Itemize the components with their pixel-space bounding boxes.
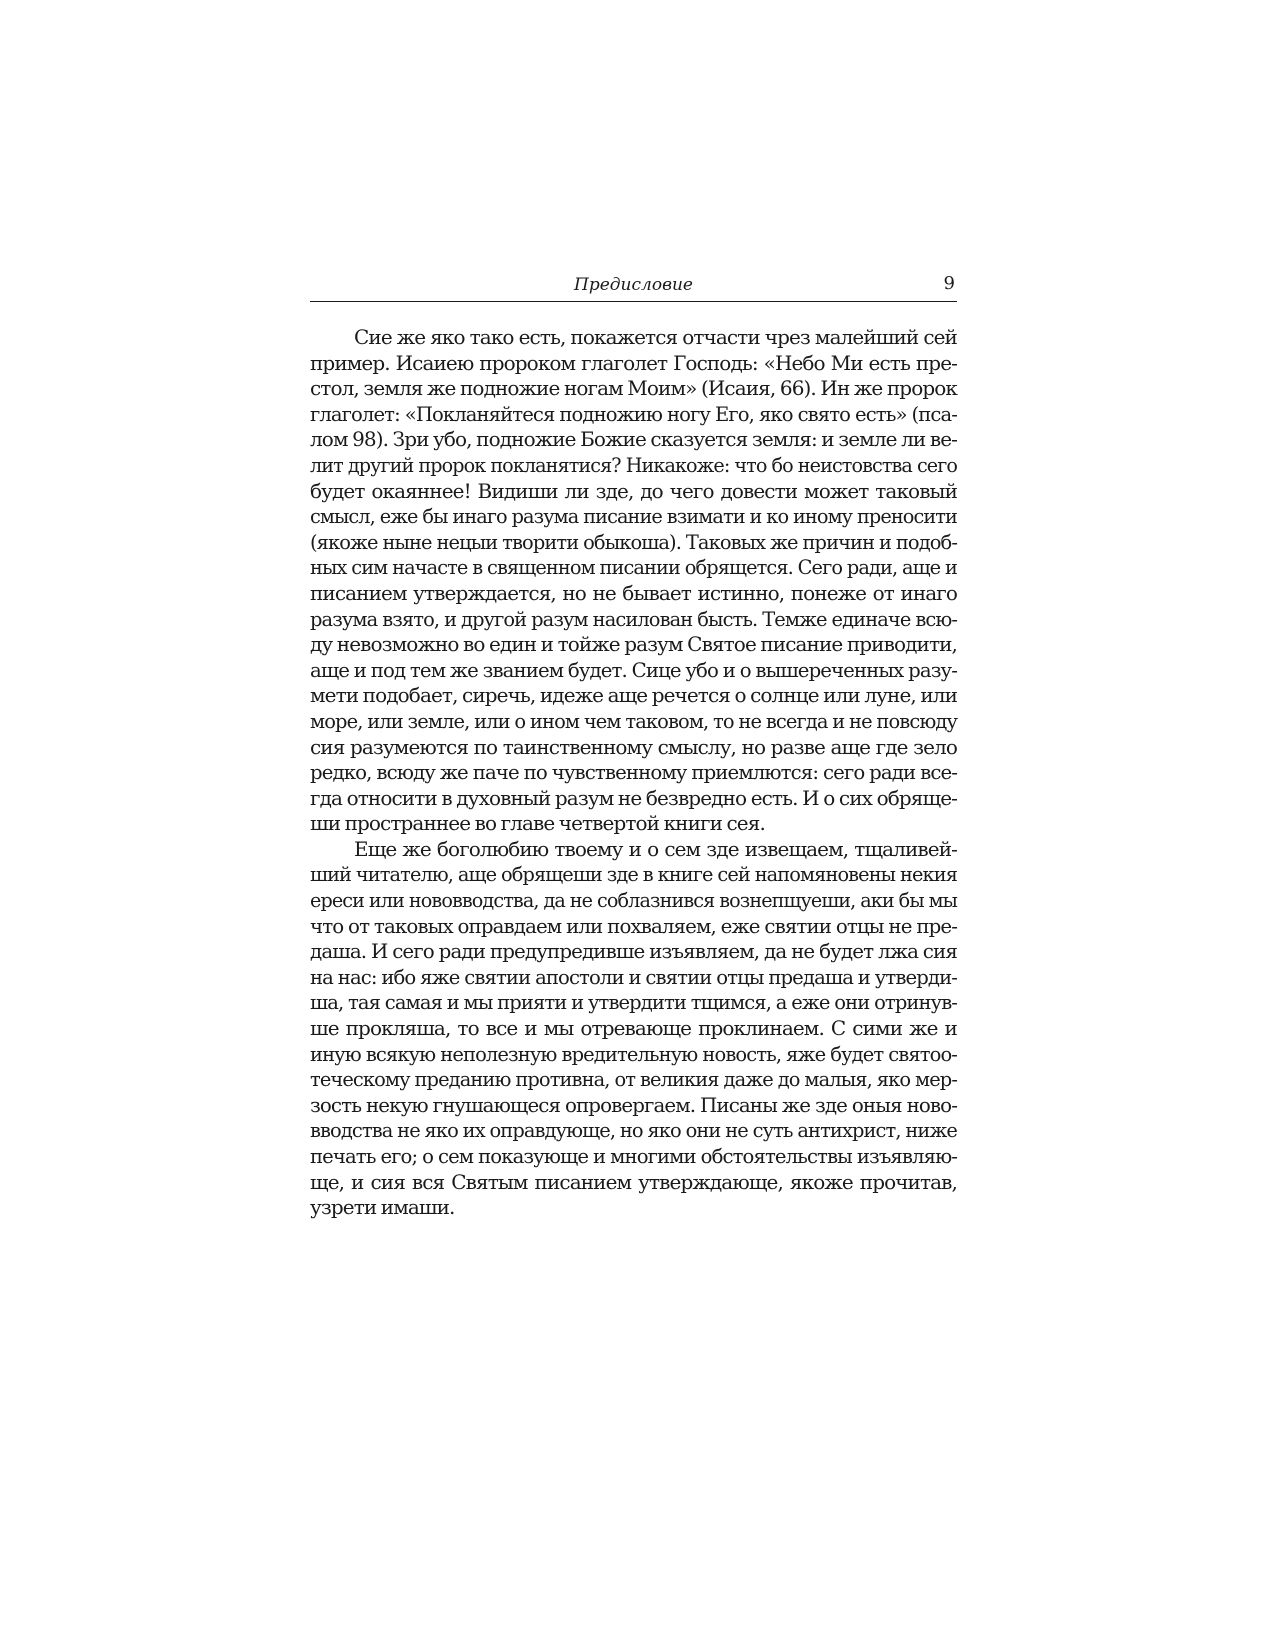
text-line: глаголет: «Покланяйтеся подножию ногу Его, яко свято есть» (пса- [310,402,957,426]
text-line: ше прокляша, то все и мы отревающе проклинаем. С сими же и [310,1016,957,1041]
text-line: ший читателю, аще обрящеши зде в книге сей напомяновены некия [310,863,957,887]
text-line: разума взято, и другой разум насилован бысть. Темже единаче всю- [310,607,957,631]
text-line: море, или земле, или о ином чем таковом, то не всегда и не повсюду [310,709,957,733]
text-line: пример. Исаиею пророком глаголет Господь: «Небо Ми есть пре- [310,350,957,375]
text-line: на нас: ибо яже святии апостоли и святии отцы предаша и утверди- [310,965,957,989]
text-line: зость некую гнушающеся опровергаем. Писаны же зде оныя ново- [310,1093,957,1117]
text-line: (якоже ныне нецыи творити обыкоша). Таковых же причин и подоб- [310,530,957,554]
text-line: лом 98). Зри убо, подножие Божие сказуется земля: и земле ли ве- [310,427,957,452]
text-line: Сие же яко тако есть, покажется отчасти чрез малейший сей [354,325,957,349]
text-line: мети подобает, сиречь, идеже аще речется о солнце или луне, или [310,683,957,708]
text-line: писанием утверждается, но не бывает истинно, понеже от инаго [310,580,957,605]
text-line: гда относити в духовный разум не безвредно есть. И о сих обряще- [310,785,957,810]
text-line: ереси или нововводства, да не соблазнився вознепщуеши, аки бы мы [310,889,957,913]
running-title: Предисловие [574,275,693,295]
page-number: 9 [943,273,955,294]
text-line: ду невозможно во един и тойже разум Святое писание приводити, [310,632,957,657]
text-line: иную всякую неполезную вредительную новость, яже будет святоо- [310,1042,957,1066]
text-line: печать его; о сем показующе и многими обстоятельствы изъявляю- [310,1145,957,1168]
text-line: стол, земля же подножие ногам Моим» (Исаия, 66). Ин же пророк [310,376,957,401]
text-line: узрети имаши. [310,1195,455,1220]
text-line: вводства не яко их оправдующе, но яко они не суть антихрист, ниже [310,1119,957,1143]
text-line: теческому преданию противна, от великия даже до малыя, яко мер- [310,1068,957,1092]
body-text [310,325,957,1221]
text-line: Еще же боголюбию твоему и о сем зде извещаем, тщаливей- [354,836,957,861]
text-line: сия разумеются по таинственному смыслу, но разве аще где зело [310,734,957,759]
text-line: смысл, еже бы инаго разума писание взимати и ко иному преносити [310,505,957,529]
text-line: ще, и сия вся Святым писанием утверждающе, якоже прочитав, [310,1169,957,1194]
text-line: редко, всюду же паче по чувственному приемлются: сего ради все- [310,761,957,785]
text-line: ных сим начасте в священном писании обрящется. Сего ради, аще и [310,556,957,580]
text-line: что от таковых оправдаем или похваляем, еже святии отцы не пре- [310,914,957,938]
text-line: даша. И сего ради предупредивше изъявляем, да не будет лжа сия [310,940,957,964]
paragraph-1 [310,325,957,837]
text-line: будет окаяннее! Видиши ли зде, до чего довести может таковый [310,478,957,503]
text-line: лит другий пророк покланятися? Никакоже: что бо неистовства сего [310,453,957,477]
running-header [310,273,957,302]
text-line: ши пространнее во главе четвертой книги сея. [310,811,765,836]
text-line: ша, тая самая и мы прияти и утвердити тщимся, а еже они отринув- [310,991,957,1015]
paragraph-2 [310,837,957,1221]
text-line: аще и под тем же званием будет. Сице убо и о вышереченных разу- [310,658,957,682]
